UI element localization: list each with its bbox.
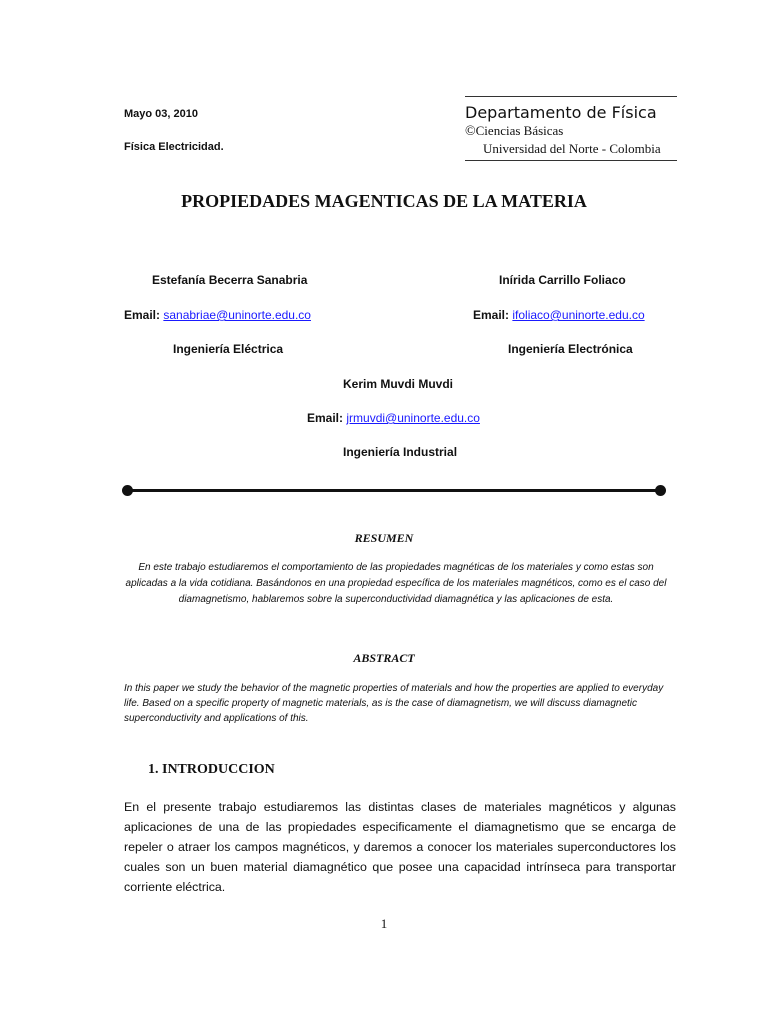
author-2-email-link[interactable]: ifoliaco@uninorte.edu.co <box>512 308 645 322</box>
department-line2: Universidad del Norte - Colombia <box>483 141 661 156</box>
department-bottom-rule <box>465 160 677 161</box>
department-subtitle <box>465 122 677 140</box>
copyright-icon: © <box>465 124 476 139</box>
author-1-email-row <box>124 308 311 322</box>
abstract-heading: ABSTRACT <box>353 651 415 665</box>
document-title: PROPIEDADES MAGENTICAS DE LA MATERIA <box>181 191 587 211</box>
divider-right-dot <box>655 485 666 496</box>
author-3-email-link[interactable]: jrmuvdi@uninorte.edu.co <box>346 411 480 425</box>
email-label: Email: <box>473 308 510 322</box>
author-1-email-link[interactable]: sanabriae@uninorte.edu.co <box>163 308 311 322</box>
divider-left-dot <box>122 485 133 496</box>
email-label: Email: <box>307 411 344 425</box>
author-3-program: Ingeniería Industrial <box>343 445 458 459</box>
department-top-rule <box>465 96 677 97</box>
email-label: Email: <box>124 308 161 322</box>
author-1-name: Estefanía Becerra Sanabria <box>152 273 308 287</box>
author-2-program: Ingeniería Electrónica <box>508 342 633 356</box>
author-3-email-row <box>307 411 480 425</box>
introduction-heading: 1. INTRODUCCION <box>148 762 275 777</box>
department-logo-block <box>465 96 677 161</box>
introduction-paragraph: En el presente trabajo estudiaremos las distintas clases de materiales magnéticos y algunas aplicaciones de una de las propiedades especificamente el diamagnetismo que se encarga de repeler o atraer los campos magnéticos, y daremos a conocer los materiales superconductores los cuales son un buen material diamagnético que posee una capacidad intrínseca para transportar corriente eléctrica. <box>124 800 676 894</box>
department-title: Departamento de Física <box>465 103 657 122</box>
department-line1: Ciencias Básicas <box>475 123 564 138</box>
resumen-heading: RESUMEN <box>354 531 414 545</box>
course-name: Física Electricidad. <box>124 141 224 153</box>
page-number: 1 <box>380 916 388 931</box>
section-divider-line <box>128 489 660 492</box>
author-2-email-row <box>473 308 645 322</box>
author-1-program: Ingeniería Eléctrica <box>173 342 284 356</box>
abstract-paragraph: In this paper we study the behavior of the magnetic properties of materials and how the properties are applied to everyday life. Based on a specific property of magnetic materials, as is the case of diamagnetism, we will discuss diamagnetic superconductivity and applications of this. <box>124 683 664 724</box>
resumen-paragraph: En este trabajo estudiaremos el comportamiento de las propiedades magnéticas de los materiales y como estas son aplicadas a la vida cotidiana. Basándonos en una propiedad específica de los materiales magnéticos, como es el caso del diamagnetismo, hablaremos sobre la superconductividad diamagnética y las aplicaciones de esta. <box>125 562 667 605</box>
author-2-name: Inírida Carrillo Foliaco <box>499 273 626 287</box>
author-3-name: Kerim Muvdi Muvdi <box>343 377 454 391</box>
document-date: Mayo 03, 2010 <box>124 108 198 120</box>
